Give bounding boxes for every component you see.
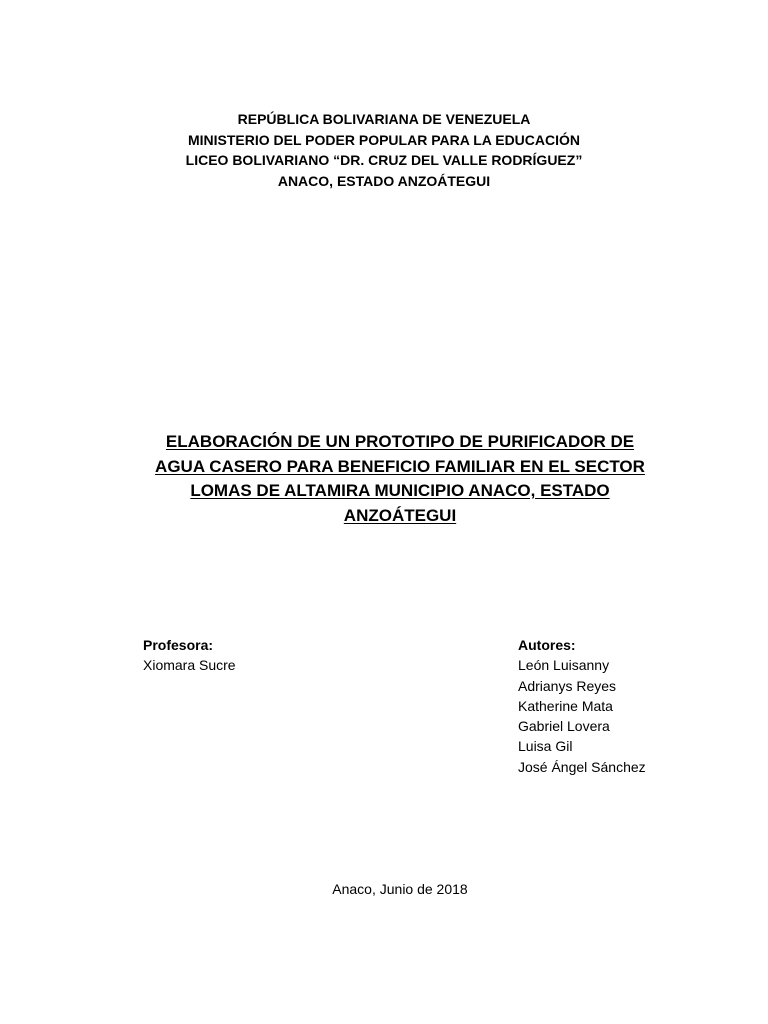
author-name: Luisa Gil <box>518 738 573 755</box>
teacher-name: Xiomara Sucre <box>143 657 236 674</box>
title-line-4: ANZOÁTEGUI <box>343 505 457 525</box>
header-line-school: LICEO BOLIVARIANO “DR. CRUZ DEL VALLE RODRÍGUEZ” <box>185 152 583 168</box>
author-name: Katherine Mata <box>518 697 613 714</box>
title-line-3: LOMAS DE ALTAMIRA MUNICIPIO ANACO, ESTADO <box>190 481 610 500</box>
author-name: Adrianys Reyes <box>518 677 617 694</box>
title-line-1: ELABORACIÓN DE UN PROTOTIPO DE PURIFICADOR DE <box>165 432 635 451</box>
document-title <box>140 430 660 528</box>
institution-header <box>0 109 768 191</box>
teacher-label: Profesora: <box>143 637 214 653</box>
header-line-ministry: MINISTERIO DEL PODER POPULAR PARA LA EDUCACIÓN <box>187 131 581 148</box>
author-name: José Ángel Sánchez <box>518 758 646 775</box>
teacher-block <box>143 635 236 676</box>
authors-label: Autores: <box>518 637 576 653</box>
header-line-republic: REPÚBLICA BOLIVARIANA DE VENEZUELA <box>237 111 531 127</box>
authors-block <box>518 635 646 777</box>
title-line-2: AGUA CASERO PARA BENEFICIO FAMILIAR EN EL SECTOR <box>155 456 645 476</box>
author-name: León Luisanny <box>518 657 610 674</box>
header-line-location: ANACO, ESTADO ANZOÁTEGUI <box>277 172 491 189</box>
author-name: Gabriel Lovera <box>518 718 610 735</box>
document-date: Anaco, Junio de 2018 <box>332 881 468 897</box>
